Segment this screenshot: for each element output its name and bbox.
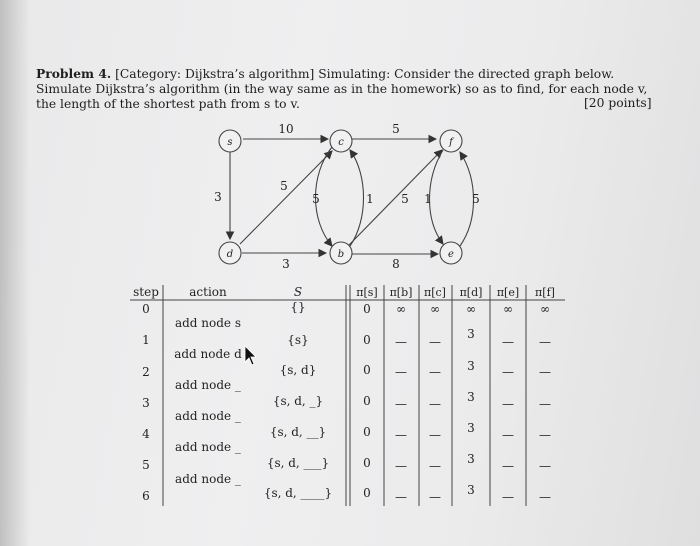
cell-pi: —	[502, 397, 514, 411]
cell-pi: —	[502, 459, 514, 473]
cell-pi: ∞	[540, 302, 550, 316]
node-label-f: f	[449, 137, 453, 148]
cell-pi: —	[539, 397, 551, 411]
edge-label: 5	[392, 122, 400, 136]
graph-edges	[230, 139, 474, 254]
cell-pi: ∞	[396, 302, 406, 316]
header-pi-c: π[c]	[424, 286, 446, 299]
cell-pi: —	[429, 335, 441, 349]
cell-pi: 0	[363, 302, 371, 316]
header-pi-b: π[b]	[389, 286, 413, 299]
cell-pi: —	[429, 490, 441, 504]
cell-pi: 0	[363, 456, 371, 470]
mouse-cursor	[245, 346, 256, 365]
cell-step: 0	[142, 302, 150, 316]
cell-pi: 0	[363, 363, 371, 377]
cell-pi: —	[395, 365, 407, 379]
header-step: step	[133, 285, 159, 299]
problem-points: [20 points]	[584, 96, 652, 110]
cell-pi: —	[429, 459, 441, 473]
cell-S: {s, d}	[279, 363, 317, 377]
problem-text: [Category: Dijkstra’s algorithm] Simulating: Consider the directed graph below. Simulate Dijkstra’s algorithm (in the way same as in the homework) so as to find, for each node v, the length of the shortest path from s to v.	[36, 67, 648, 111]
cell-pi: —	[395, 335, 407, 349]
cell-pi: 3	[467, 483, 475, 497]
edge-label: 5	[472, 192, 480, 206]
edge-label: 5	[280, 179, 288, 193]
cell-pi: —	[395, 428, 407, 442]
cell-action: add node _	[175, 409, 241, 423]
cell-pi: —	[502, 490, 514, 504]
cell-pi: —	[539, 459, 551, 473]
cell-pi: —	[429, 428, 441, 442]
edge-label: 1	[366, 192, 374, 206]
cell-pi: 3	[467, 421, 475, 435]
cell-pi: —	[429, 365, 441, 379]
problem-heading: Problem 4.	[36, 66, 112, 81]
cell-pi: —	[539, 428, 551, 442]
cell-step: 1	[142, 333, 150, 347]
edge-label: 8	[392, 257, 400, 271]
cell-S: {s, d, __}	[269, 425, 327, 439]
node-label-e: e	[448, 249, 454, 260]
header-pi-s: π[s]	[356, 286, 378, 299]
cell-pi: 0	[363, 486, 371, 500]
cell-pi: —	[429, 397, 441, 411]
cell-pi: —	[395, 459, 407, 473]
node-label-c: c	[338, 137, 344, 148]
cell-pi: —	[502, 428, 514, 442]
cell-pi: ∞	[430, 302, 440, 316]
cell-pi: —	[539, 335, 551, 349]
cell-S: {}	[290, 300, 306, 314]
cell-pi: 3	[467, 359, 475, 373]
cell-step: 4	[142, 427, 150, 441]
header-pi-e: π[e]	[496, 286, 520, 299]
edge-label: 5	[312, 192, 320, 206]
cell-step: 6	[142, 489, 150, 503]
cell-pi: 3	[467, 452, 475, 466]
header-S: S	[293, 285, 303, 299]
cell-pi: ∞	[466, 302, 476, 316]
cell-action: add node _	[175, 378, 241, 392]
node-label-b: b	[337, 249, 345, 260]
cell-action: add node _	[175, 440, 241, 454]
edge-label: 5	[401, 192, 409, 206]
cell-action: add node _	[175, 472, 241, 486]
cell-step: 5	[142, 458, 150, 472]
node-label-s: s	[227, 137, 233, 148]
header-action: action	[189, 285, 227, 299]
header-pi-f: π[f]	[535, 286, 555, 299]
cell-pi: —	[502, 335, 514, 349]
cell-action: add node s	[174, 316, 242, 330]
edge-label: 10	[278, 122, 294, 136]
cell-S: {s, d, ___}	[266, 456, 330, 470]
cell-pi: 3	[467, 390, 475, 404]
cell-pi: 3	[467, 327, 475, 341]
edge-label: 3	[282, 257, 290, 271]
cell-pi: —	[395, 490, 407, 504]
cell-step: 2	[142, 365, 150, 379]
node-label-d: d	[226, 249, 234, 260]
cell-S: {s}	[287, 333, 309, 347]
header-pi-d: π[d]	[459, 286, 483, 299]
cell-S: {s, d, ____}	[263, 486, 333, 500]
cell-pi: —	[502, 365, 514, 379]
cell-pi: —	[395, 397, 407, 411]
cell-pi: —	[539, 365, 551, 379]
cell-pi: 0	[363, 394, 371, 408]
cell-S: {s, d, _}	[272, 394, 324, 408]
cell-pi: —	[539, 490, 551, 504]
cell-pi: ∞	[503, 302, 513, 316]
cell-pi: 0	[363, 333, 371, 347]
cell-pi: 0	[363, 425, 371, 439]
edge-label: 3	[214, 190, 222, 204]
edge-label: 1	[424, 192, 432, 206]
cell-action: add node d	[174, 347, 242, 361]
cell-step: 3	[142, 396, 150, 410]
